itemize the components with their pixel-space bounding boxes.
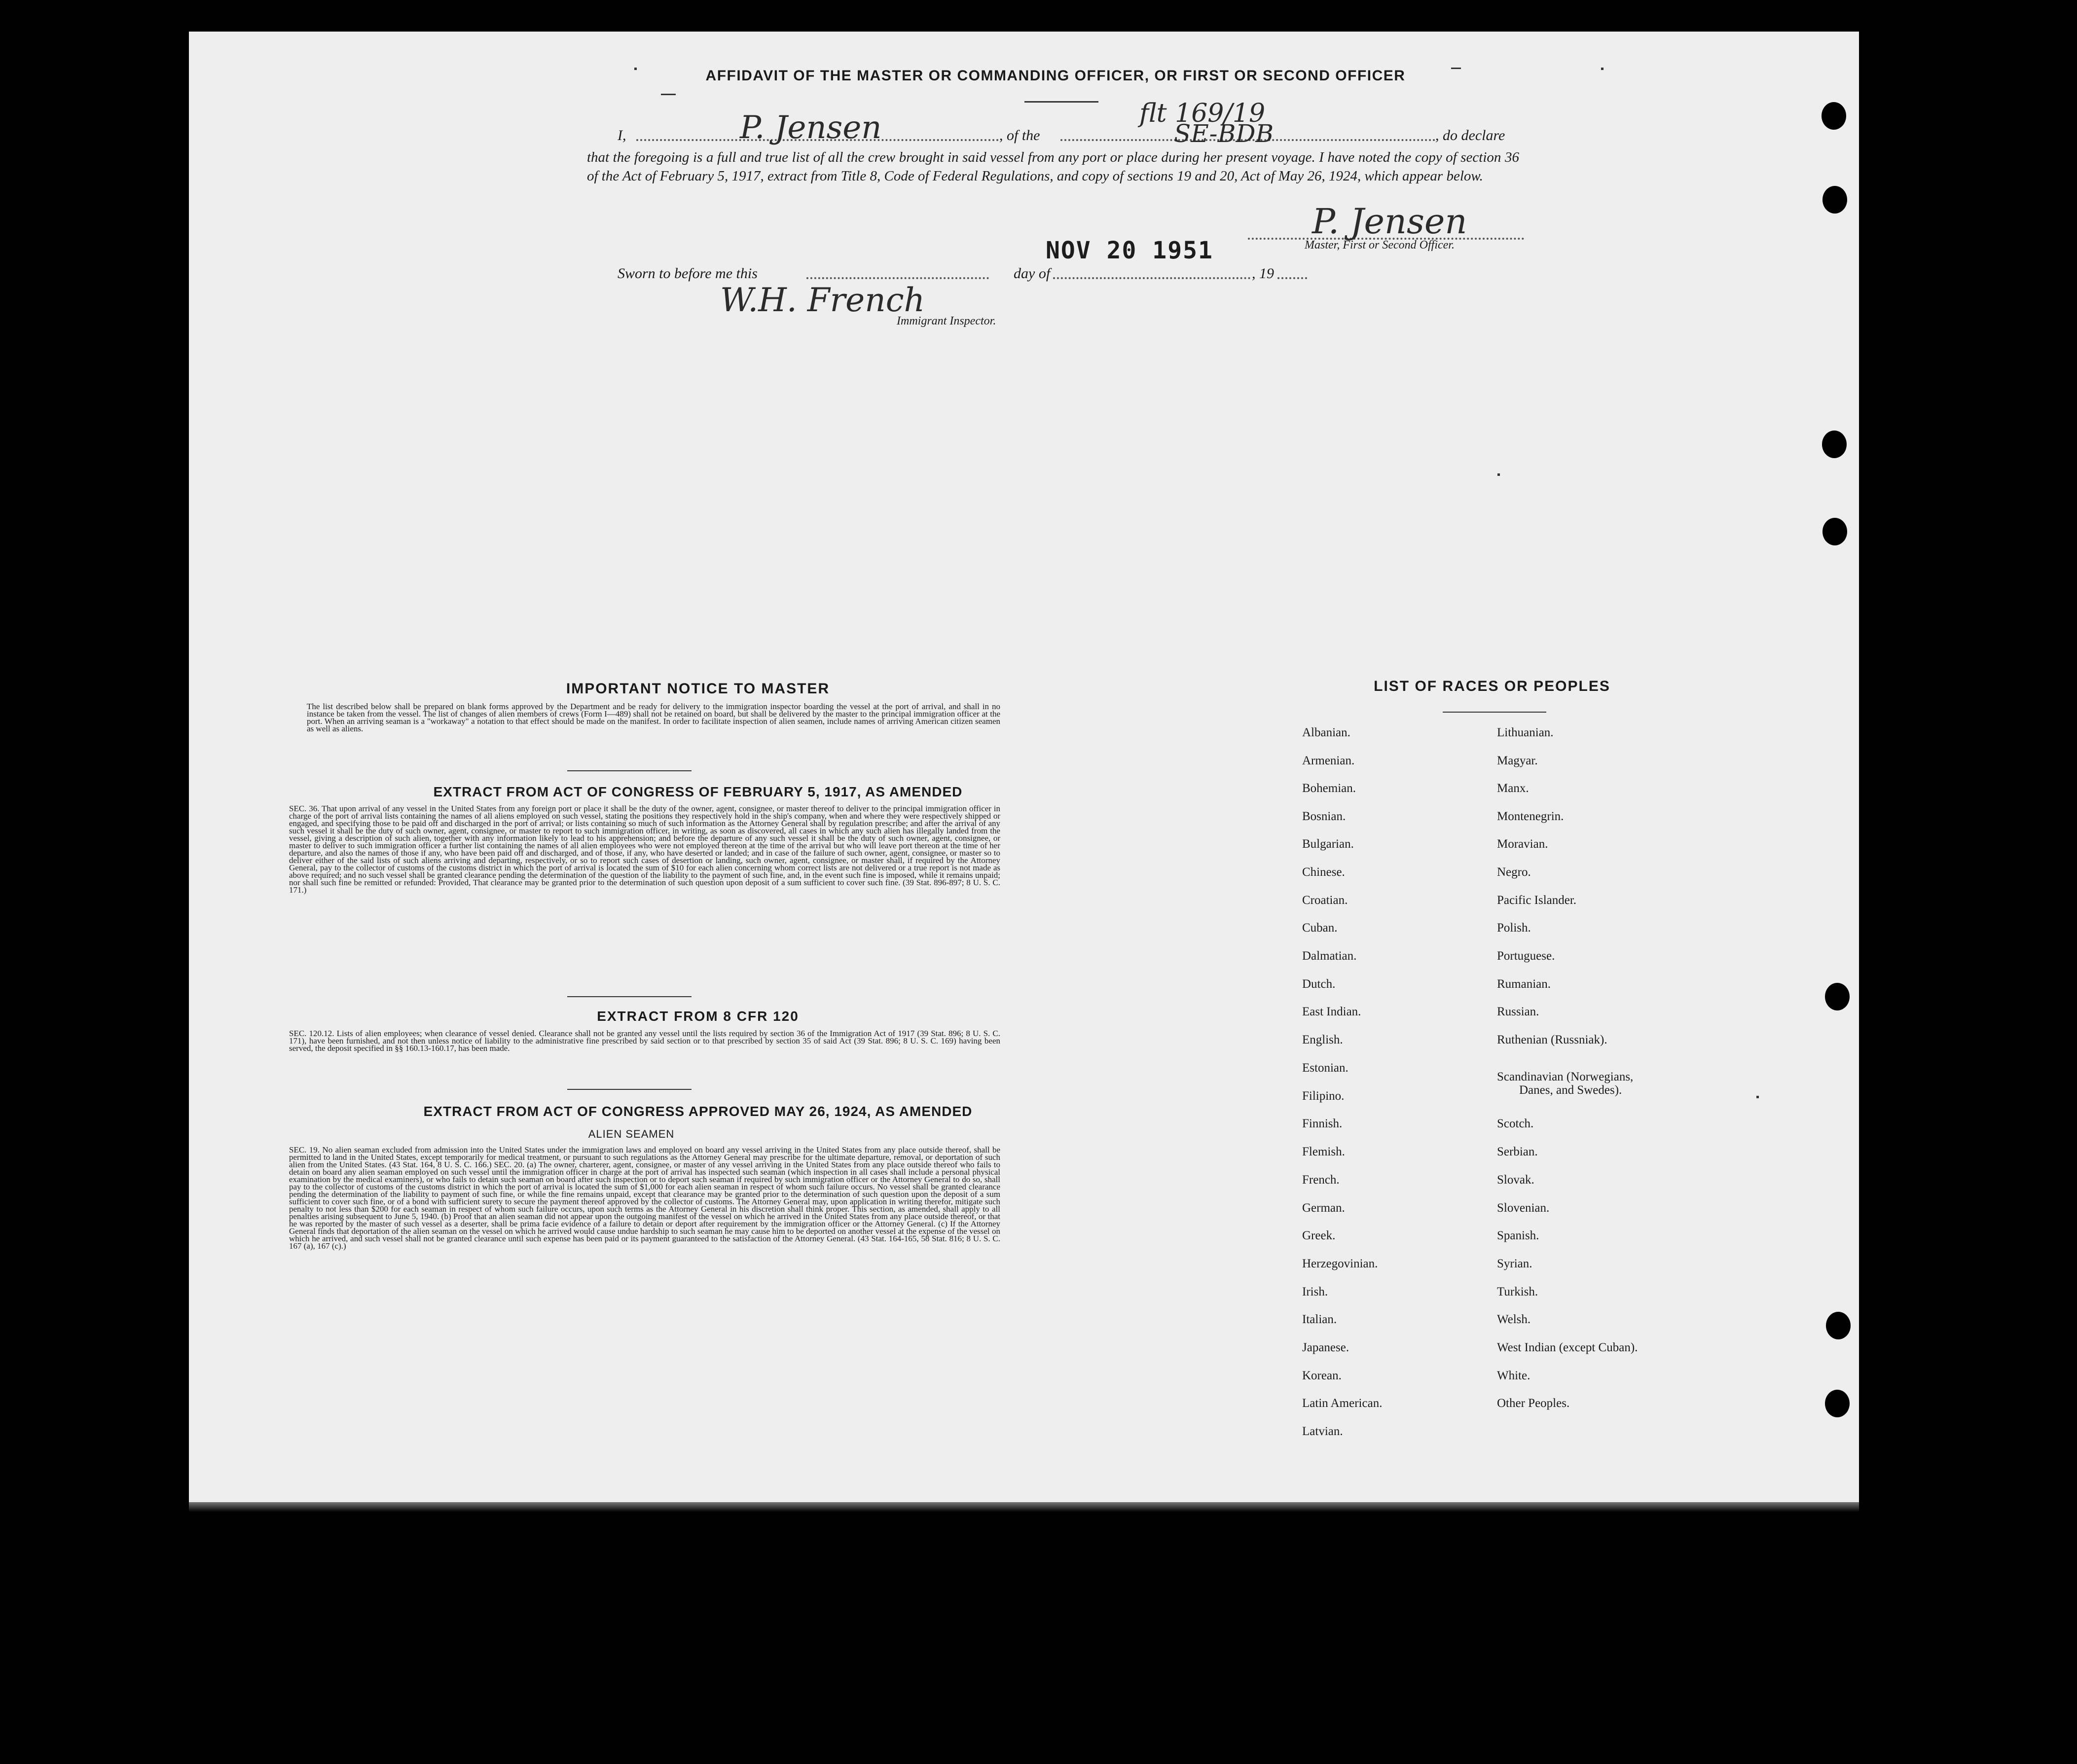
race-item: Bohemian. bbox=[1302, 782, 1356, 795]
sworn-label: Sworn to before me this bbox=[618, 265, 758, 282]
race-item: Lithuanian. bbox=[1497, 726, 1554, 739]
race-item: Herzegovinian. bbox=[1302, 1257, 1378, 1270]
punch-hole bbox=[1822, 186, 1847, 214]
scan-speck bbox=[1601, 68, 1603, 70]
race-item: Danes, and Swedes). bbox=[1519, 1083, 1622, 1097]
race-item: Filipino. bbox=[1302, 1089, 1345, 1103]
extract-1917-title: EXTRACT FROM ACT OF CONGRESS OF FEBRUARY 5, 1917, AS AMENDED bbox=[433, 784, 963, 799]
race-item: White. bbox=[1497, 1369, 1530, 1382]
race-item: Armenian. bbox=[1302, 754, 1355, 767]
race-item: Syrian. bbox=[1497, 1257, 1532, 1270]
handwritten-vessel-flight: flt 169/19 bbox=[1139, 99, 1266, 128]
notice-text: The list described below shall be prepared on blank forms approved by the Department and be ready for delivery to the immigration inspector boarding the vessel at the port of arrival, and shall in no instance be taken from the vessel. The list of changes of alien members of crews (Form I—489) shall not be retained on board, but shall be delivered by the master to the principal immigration officer at the port. When an arriving seaman is a "workaway" a notation to that effect should be made on the manifest. In order to facilitate inspection of alien seamen, include names of arriving American citizen seamen as well as aliens. bbox=[307, 702, 1000, 733]
races-title-underline bbox=[1443, 712, 1546, 713]
race-item: Irish. bbox=[1302, 1285, 1328, 1298]
races-list bbox=[1302, 726, 1677, 1446]
race-item: Turkish. bbox=[1497, 1285, 1538, 1298]
scan-speck bbox=[634, 68, 637, 70]
punch-hole bbox=[1822, 518, 1847, 545]
race-item: Scotch. bbox=[1497, 1117, 1534, 1130]
inspector-caption: Immigrant Inspector. bbox=[897, 315, 996, 327]
officer-caption: Master, First or Second Officer. bbox=[1305, 239, 1455, 252]
race-item: Albanian. bbox=[1302, 726, 1350, 739]
race-item: Montenegrin. bbox=[1497, 810, 1564, 823]
handwritten-vessel-registration: SE-BDB bbox=[1174, 119, 1274, 148]
punch-hole bbox=[1822, 102, 1846, 130]
race-item: Spanish. bbox=[1497, 1229, 1539, 1242]
race-item: Latvian. bbox=[1302, 1425, 1343, 1438]
extract-1924-title: EXTRACT FROM ACT OF CONGRESS APPROVED MAY 26, 1924, AS AMENDED bbox=[423, 1104, 973, 1119]
race-item: Moravian. bbox=[1497, 837, 1548, 851]
race-item: Japanese. bbox=[1302, 1341, 1349, 1354]
scan-speck bbox=[1756, 1096, 1759, 1098]
day-of-label: day of bbox=[1014, 265, 1051, 282]
inspector-signature: W.H. French bbox=[720, 281, 925, 319]
section-divider bbox=[567, 1089, 692, 1090]
sworn-day-blank bbox=[806, 277, 989, 279]
race-item: Dutch. bbox=[1302, 977, 1336, 991]
race-item: Welsh. bbox=[1497, 1313, 1531, 1326]
race-item: Portuguese. bbox=[1497, 949, 1555, 963]
punch-hole bbox=[1825, 1390, 1850, 1417]
extract-1917-text: SEC. 36. That upon arrival of any vessel in the United States from any foreign port or place it shall be the duty of the owner, agent, consignee, or master thereof to deliver to the principal immigration officer in charge of the port of arrival lists containing the names of all aliens employed on such vessel, stating the positions they respectively hold in the ship's company, when and where they were respectively shipped or engaged, and specifying those to be paid off and discharged in the port of arrival; or lists containing so much of such information as the Attorney General shall by regulation prescribe; and after the arrival of any such vessel it shall be the duty of such owner, agent, consignee, or master to report to such immigration officer, in writing, as soon as discovered, all cases in which any such alien has illegally landed from the vessel, giving a description of such alien, together with any information likely to lead to his apprehension; and before the departure of any such vessel it shall be the duty of such owner, agent, consignee, or master to deliver to such immigration officer a further list containing the names of all alien employees who were not employed thereon at the time of the arrival but who will leave port thereon at the time of her departure, and also the names of those if any, who have been paid off and discharged, and of those, if any, who have deserted or landed; and in case of the failure of such owner, agent, consignee, or master so to deliver either of the said lists of such aliens arriving and departing, respectively, or so to report such cases of desertion or landing, such owner, agent, consignee, or master shall, if required by the Attorney General, pay to the collector of customs of the customs district in which the port of arrival is located the sum of $10 for each alien concerning whom correct lists are not delivered or a true report is not made as above required; and no such vessel shall be granted clearance pending the determination of the question of the liability to the payment of such fine, and, in the event such fine is imposed, while it remains unpaid; nor shall such fine be remitted or refunded: Provided, That clearance may be granted prior to the determination of such question upon deposit of a sum sufficient to cover such fine. (39 Stat. 896-897; 8 U. S. C. 171.) bbox=[289, 804, 1000, 895]
race-item: Russian. bbox=[1497, 1005, 1539, 1018]
race-item: Italian. bbox=[1302, 1313, 1337, 1326]
scan-speck bbox=[661, 94, 676, 95]
declaration-declare-label: , do declare bbox=[1435, 127, 1505, 144]
officer-signature: P. Jensen bbox=[1312, 201, 1467, 242]
race-item: West Indian (except Cuban). bbox=[1497, 1341, 1638, 1354]
extract-cfr-title: EXTRACT FROM 8 CFR 120 bbox=[597, 1008, 799, 1024]
declaration-i-label: I, bbox=[618, 127, 626, 144]
race-item: Scandinavian (Norwegians, bbox=[1497, 1070, 1634, 1083]
year-prefix: , 19 bbox=[1252, 265, 1274, 282]
sworn-month-blank bbox=[1053, 277, 1250, 279]
handwritten-master-name: P. Jensen bbox=[740, 109, 882, 146]
title-underline bbox=[1024, 101, 1098, 103]
scan-speck bbox=[1451, 68, 1461, 69]
race-item: Flemish. bbox=[1302, 1145, 1345, 1158]
affidavit-title: AFFIDAVIT OF THE MASTER OR COMMANDING OFFICER, OR FIRST OR SECOND OFFICER bbox=[705, 68, 1406, 84]
race-item: Bulgarian. bbox=[1302, 837, 1354, 851]
race-item: Pacific Islander. bbox=[1497, 894, 1577, 907]
extract-1924-text: SEC. 19. No alien seaman excluded from admission into the United States under the immigration laws and employed on board any vessel arriving in the United States from any place outside thereof, shall be permitted to land in the United States, except temporarily for medical treatment, or pursuant to such regulations as the Attorney General may prescribe for the ultimate departure, removal, or deportation of such alien from the United States. (43 Stat. 164, 8 U. S. C. 166.) SEC. 20. (a) The owner, charterer, agent, consignee, or master of any vessel arriving in the United States from any place outside thereof who fails to detain on board any alien seaman employed on such vessel until the immigration officer in charge at the port of arrival has inspected such seaman (which inspection in all cases shall include a personal physical examination by the medical examiners), or who fails to detain such seaman on board after such inspection or to deport such seaman if required by such immigration officer or the Attorney General to do so, shall pay to the collector of customs of the customs district in which the port of arrival is located the sum of $1,000 for each alien seaman in respect of whom such failure occurs. No vessel shall be granted clearance pending the determination of the liability to payment of such fine, or while the fine remains unpaid, except that clearance may be granted prior to the determination of such question upon the deposit of a sum sufficient to cover such fine, or of a bond with sufficient surety to secure the payment thereof approved by the collector of customs. The Attorney General may, upon application in writing therefor, mitigate such penalty to not less than $200 for each seaman in respect of whom such failure occurs, upon such terms as the Attorney General in his discretion shall think proper. This section, as amended, shall apply to all penalties arising subsequent to June 5, 1940. (b) Proof that an alien seaman did not appear upon the outgoing manifest of the vessel on which he arrived in the United States from any place outside thereof, or that he was reported by the master of such vessel as a deserter, shall be prima facie evidence of a failure to detain or deport after requirement by the immigration officer or the Attorney General. (c) If the Attorney General finds that deportation of the alien seaman on the vessel on which he arrived would cause undue hardship to such seaman he may cause him to be deported on another vessel at the expense of the vessel on which he arrived, and such vessel shall not be granted clearance until such expense has been paid or its payment guaranteed to the satisfaction of the Attorney General. (43 Stat. 164-165, 58 Stat. 816; 8 U. S. C. 167 (a), 167 (c).) bbox=[289, 1145, 1000, 1251]
races-title: LIST OF RACES OR PEOPLES bbox=[1374, 678, 1610, 694]
declaration-text: that the foregoing is a full and true list of all the crew brought in said vessel from any port or place during her present voyage. I have noted the copy of section 36 of the Act of February 5, 1917, extract from Title 8, Code of Federal Regulations, and copy of sections 19 and 20, Act of May 26, 1924, which appear below. bbox=[587, 149, 1519, 184]
race-item: Korean. bbox=[1302, 1369, 1342, 1382]
race-item: Chinese. bbox=[1302, 865, 1345, 879]
race-item: Estonian. bbox=[1302, 1061, 1348, 1075]
race-item: Magyar. bbox=[1497, 754, 1538, 767]
section-divider bbox=[567, 770, 692, 771]
race-item: German. bbox=[1302, 1201, 1345, 1215]
race-item: Cuban. bbox=[1302, 921, 1338, 935]
race-item: Croatian. bbox=[1302, 894, 1348, 907]
extract-cfr-text: SEC. 120.12. Lists of alien employees; when clearance of vessel denied. Clearance shall not be granted any vessel until the lists required by section 36 of the Immigration Act of 1917 (39 Stat. 896; 8 U. S. C. 171), have been furnished, and not then unless notice of liability to the administrative fine prescribed by said section or to that prescribed by section 35 of said Act (39 Stat. 896; 8 U. S. C. 169) having been served, the deposit specified in §§ 160.13-160.17, has been made. bbox=[289, 1029, 1000, 1053]
race-item: Latin American. bbox=[1302, 1397, 1383, 1410]
race-item: Polish. bbox=[1497, 921, 1531, 935]
date-stamp: NOV 20 1951 bbox=[1046, 237, 1213, 264]
race-item: Slovak. bbox=[1497, 1173, 1534, 1187]
race-item: Other Peoples. bbox=[1497, 1397, 1570, 1410]
race-item: Manx. bbox=[1497, 782, 1529, 795]
race-item: Greek. bbox=[1302, 1229, 1336, 1242]
declaration-of-label: , of the bbox=[999, 127, 1040, 144]
punch-hole bbox=[1826, 1312, 1851, 1339]
race-item: English. bbox=[1302, 1033, 1343, 1046]
alien-seamen-subtitle: ALIEN SEAMEN bbox=[588, 1128, 675, 1140]
sworn-year-blank bbox=[1277, 277, 1307, 279]
scan-speck bbox=[1497, 473, 1500, 476]
race-item: French. bbox=[1302, 1173, 1340, 1187]
punch-hole bbox=[1822, 431, 1847, 458]
race-item: East Indian. bbox=[1302, 1005, 1361, 1018]
race-item: Serbian. bbox=[1497, 1145, 1538, 1158]
notice-title: IMPORTANT NOTICE TO MASTER bbox=[566, 681, 830, 697]
race-item: Ruthenian (Russniak). bbox=[1497, 1033, 1607, 1046]
race-item: Slovenian. bbox=[1497, 1201, 1550, 1215]
punch-hole bbox=[1825, 983, 1850, 1010]
section-divider bbox=[567, 996, 692, 997]
sheet-shadow bbox=[189, 1502, 1859, 1512]
race-item: Dalmatian. bbox=[1302, 949, 1357, 963]
race-item: Bosnian. bbox=[1302, 810, 1346, 823]
race-item: Finnish. bbox=[1302, 1117, 1343, 1130]
race-item: Rumanian. bbox=[1497, 977, 1551, 991]
race-item: Negro. bbox=[1497, 865, 1531, 879]
